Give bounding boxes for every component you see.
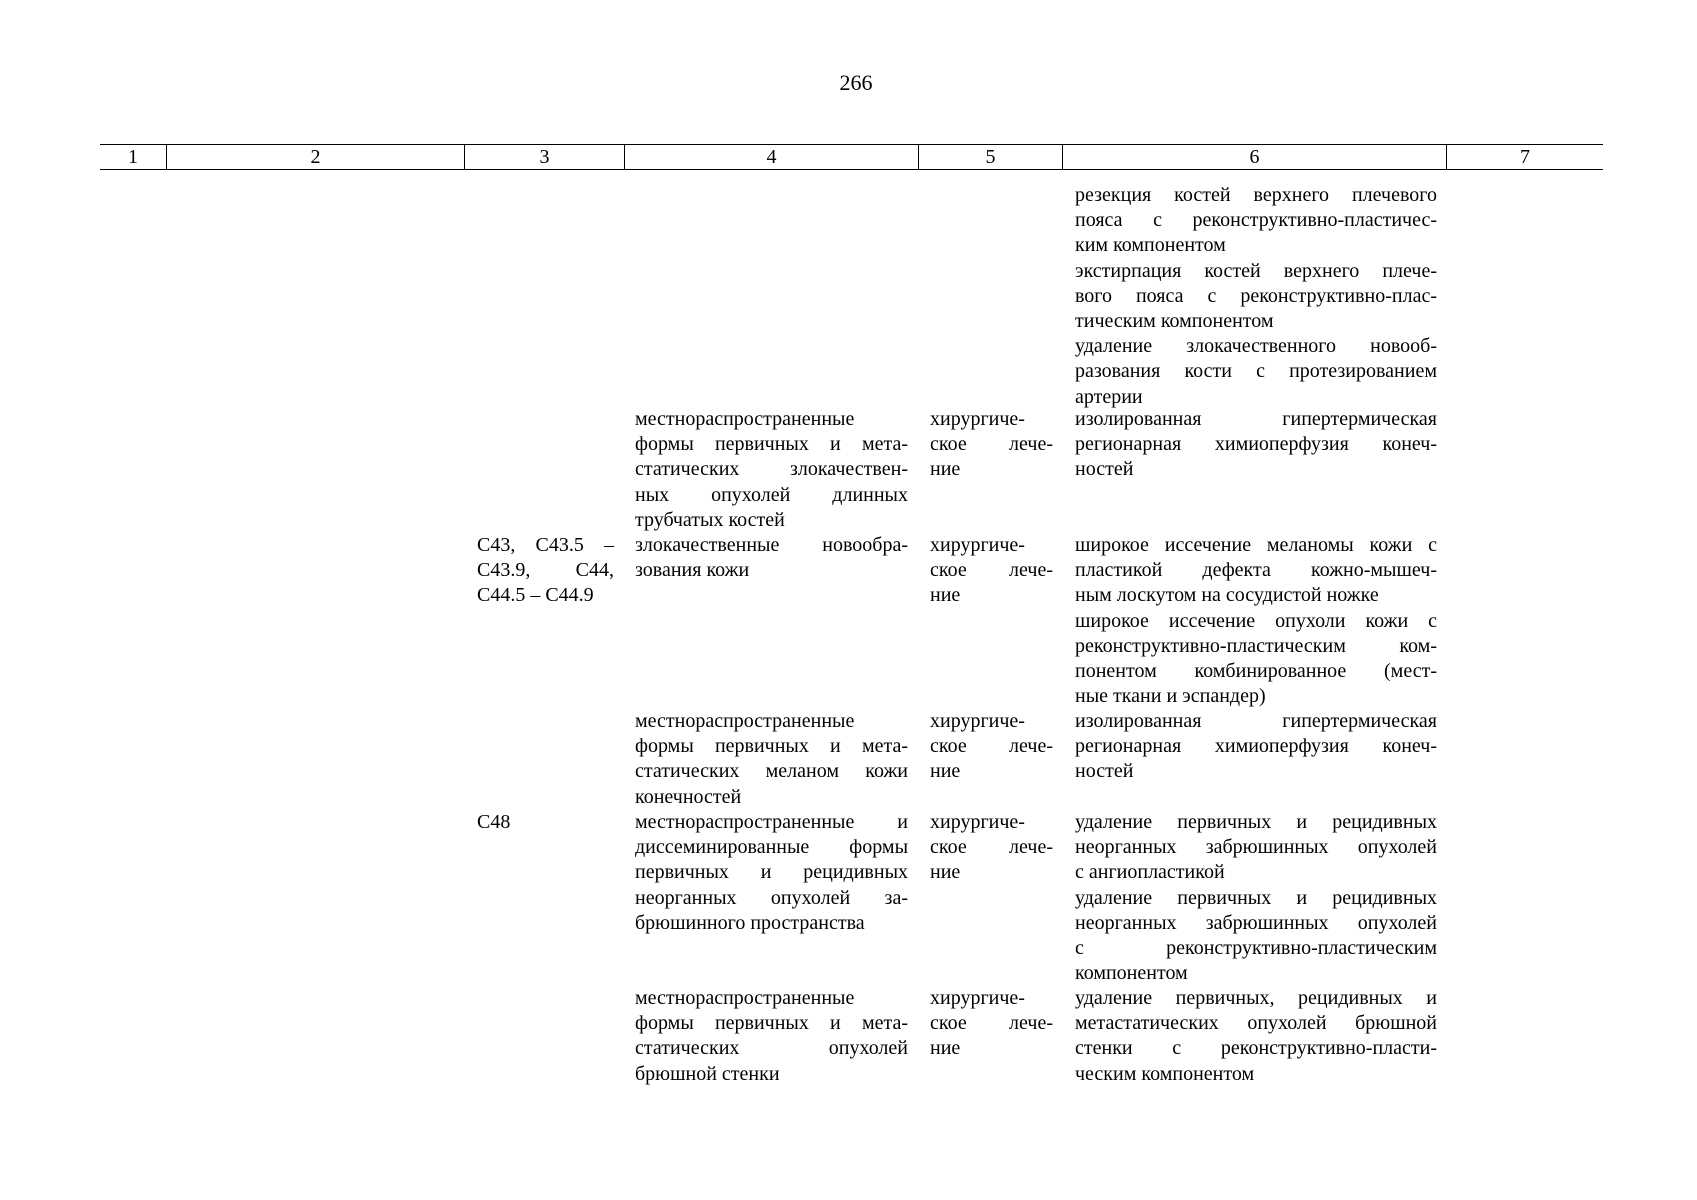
header-col-3: 3 [464, 145, 624, 169]
cell-line: ние [930, 1037, 961, 1060]
cell-line: неорганных забрюшинных опухолей [1075, 836, 1437, 859]
cell-line: местнораспространенные [635, 987, 855, 1009]
table-cell-col-5-row-3 [930, 533, 1053, 609]
header-col-2: 2 [166, 145, 464, 169]
table-cell-col-6-row-4 [1075, 709, 1437, 785]
cell-line: зования кожи [635, 559, 750, 582]
header-col-7: 7 [1446, 145, 1603, 169]
header-col-6: 6 [1062, 145, 1446, 169]
cell-line: с ангиопластикой [1075, 861, 1225, 884]
table-cell-col-6-row-5 [1075, 810, 1437, 986]
cell-line: стенки с реконструктивно-пласти- [1075, 1037, 1437, 1060]
cell-line: широкое иссечение опухоли кожи с [1075, 609, 1437, 632]
cell-line: брюшинного пространства [635, 911, 865, 934]
cell-line: ным лоскутом на сосудистой ножке [1075, 584, 1379, 607]
table-cell-col-4-row-6 [635, 986, 908, 1087]
table-cell-col-4-row-5 [635, 810, 908, 936]
header-col-5: 5 [918, 145, 1062, 169]
cell-line: компонентом [1075, 962, 1188, 985]
cell-line: местнораспространенные [635, 408, 855, 430]
cell-line: трубчатых костей [635, 508, 785, 531]
cell-line: хирургиче- [930, 408, 1025, 430]
cell-line: формы первичных и мета- [635, 1012, 908, 1035]
cell-line: реконструктивно-пластическим ком- [1075, 634, 1437, 657]
table-header-row [100, 144, 1603, 170]
cell-line: ское лече- [930, 836, 1053, 859]
table-cell-col-5-row-4 [930, 709, 1053, 785]
cell-line: пластикой дефекта кожно-мышеч- [1075, 559, 1437, 582]
cell-line: местнораспространенные [635, 710, 855, 732]
table-cell-col-4-row-4 [635, 709, 908, 810]
cell-line: местнораспространенные и [635, 811, 908, 833]
cell-line: хирургиче- [930, 710, 1025, 732]
cell-line: разования кости с протезированием [1075, 360, 1437, 383]
cell-line: ское лече- [930, 559, 1053, 582]
page-number: 266 [839, 70, 873, 95]
cell-line: ское лече- [930, 1012, 1053, 1035]
header-col-1: 1 [128, 146, 138, 168]
table-cell-col-3-row-3 [477, 533, 614, 609]
table-cell-col-5-row-2 [930, 407, 1053, 483]
cell-line: конечностей [635, 785, 742, 808]
cell-line: формы первичных и мета- [635, 433, 908, 456]
cell-line: ние [930, 760, 961, 783]
table-cell-col-5-row-6 [930, 986, 1053, 1062]
table-cell-col-6-row-2 [1075, 407, 1437, 483]
cell-line: понентом комбинированное (мест- [1075, 660, 1437, 683]
cell-line: удаление первичных, рецидивных и [1075, 987, 1437, 1009]
cell-line: ных опухолей длинных [635, 483, 908, 506]
cell-line: экстирпация костей верхнего плече- [1075, 259, 1437, 282]
cell-line: тическим компонентом [1075, 310, 1274, 333]
table-cell-col-5-row-5 [930, 810, 1053, 886]
table-cell-col-6-row-6 [1075, 986, 1437, 1087]
cell-line: C43.9, C44, [477, 559, 614, 582]
cell-line: вого пояса с реконструктивно-плас- [1075, 284, 1437, 307]
table-cell-col-6-row-1 [1075, 183, 1437, 410]
cell-line: артерии [1075, 385, 1143, 408]
cell-line: ные ткани и эспандер) [1075, 685, 1266, 708]
cell-line: неорганных опухолей за- [635, 886, 908, 909]
cell-line: с реконструктивно-пластическим [1075, 937, 1437, 960]
cell-line: статических злокачествен- [635, 458, 908, 481]
cell-line: хирургиче- [930, 987, 1025, 1009]
cell-line: C43, C43.5 – [477, 534, 614, 556]
cell-line: формы первичных и мета- [635, 735, 908, 758]
cell-line: злокачественные новообра- [635, 534, 908, 556]
cell-line: ние [930, 458, 961, 481]
table-cell-col-4-row-2 [635, 407, 908, 533]
cell-line: пояса с реконструктивно-пластичес- [1075, 209, 1437, 232]
table-cell-col-3-row-5 [477, 810, 614, 835]
table-cell-col-6-row-3 [1075, 533, 1437, 709]
cell-line: ние [930, 584, 961, 607]
cell-line: ское лече- [930, 433, 1053, 456]
cell-line: ское лече- [930, 735, 1053, 758]
cell-line: ностей [1075, 760, 1134, 783]
cell-line: первичных и рецидивных [635, 861, 908, 884]
cell-line: резекция костей верхнего плечевого [1075, 184, 1437, 206]
cell-line: регионарная химиоперфузия конеч- [1075, 735, 1437, 758]
cell-line: изолированная гипертермическая [1075, 408, 1437, 430]
cell-line: ким компонентом [1075, 234, 1226, 257]
cell-line: статических опухолей [635, 1037, 908, 1060]
cell-line: C48 [477, 811, 511, 833]
cell-line: хирургиче- [930, 534, 1025, 556]
cell-line: широкое иссечение меланомы кожи с [1075, 534, 1437, 556]
cell-line: статических меланом кожи [635, 760, 908, 783]
cell-line: удаление злокачественного новооб- [1075, 335, 1437, 358]
cell-line: ностей [1075, 458, 1134, 481]
cell-line: неорганных забрюшинных опухолей [1075, 911, 1437, 934]
cell-line: брюшной стенки [635, 1062, 780, 1085]
cell-line: хирургиче- [930, 811, 1025, 833]
header-col-4: 4 [624, 145, 918, 169]
cell-line: диссеминированные формы [635, 836, 908, 859]
cell-line: ние [930, 861, 961, 884]
cell-line: C44.5 – C44.9 [477, 584, 594, 607]
cell-line: ческим компонентом [1075, 1062, 1255, 1085]
cell-line: удаление первичных и рецидивных [1075, 886, 1437, 909]
cell-line: регионарная химиоперфузия конеч- [1075, 433, 1437, 456]
cell-line: метастатических опухолей брюшной [1075, 1012, 1437, 1035]
cell-line: изолированная гипертермическая [1075, 710, 1437, 732]
table-cell-col-4-row-3 [635, 533, 908, 583]
cell-line: удаление первичных и рецидивных [1075, 811, 1437, 833]
